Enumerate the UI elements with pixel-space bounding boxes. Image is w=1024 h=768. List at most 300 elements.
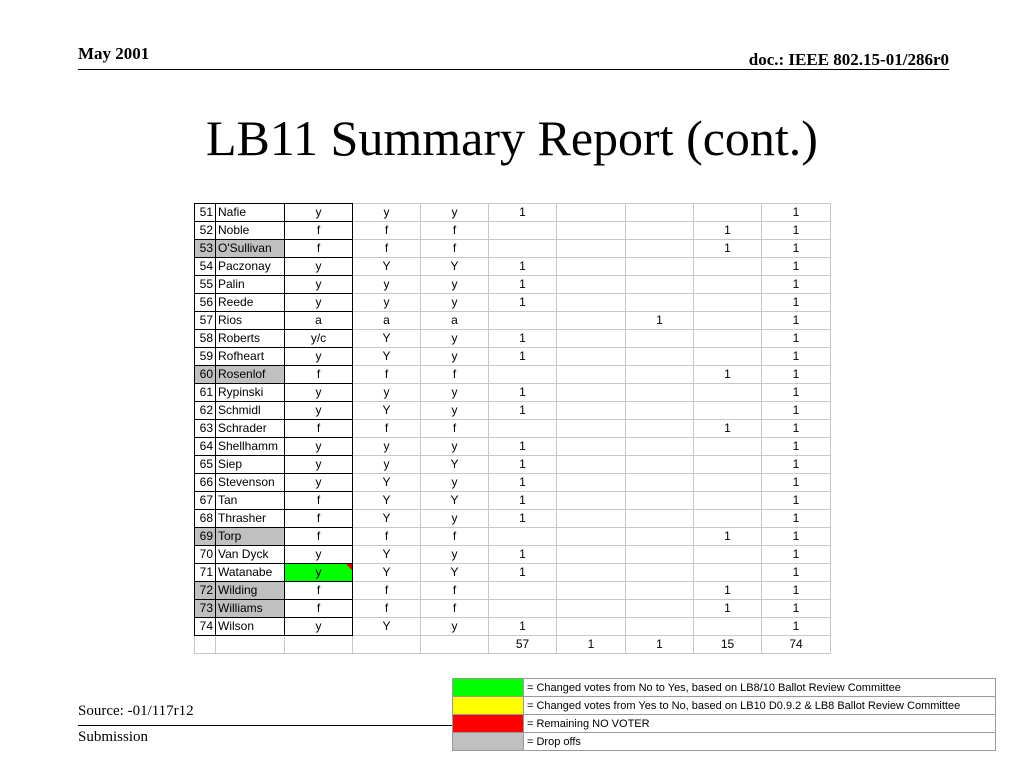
footer-rule (78, 725, 452, 726)
voter-name (216, 546, 285, 564)
vote-cell-text: f (384, 223, 389, 237)
vote-cell-text: f (384, 367, 389, 381)
row-number-text: 66 (199, 475, 213, 489)
count-cell-text: 1 (792, 205, 800, 219)
count-cell (557, 348, 626, 366)
vote-cell (285, 330, 353, 348)
vote-cell-text: Y (382, 565, 391, 579)
count-cell (762, 564, 831, 582)
count-cell (557, 546, 626, 564)
vote-cell-text: Y (382, 331, 391, 345)
count-cell (694, 456, 762, 474)
count-cell (489, 456, 557, 474)
count-cell (489, 366, 557, 384)
count-cell (626, 312, 694, 330)
count-cell (489, 492, 557, 510)
vote-cell-text: y (383, 457, 390, 471)
vote-cell-text: Y (450, 493, 459, 507)
count-cell (557, 510, 626, 528)
count-cell-text: 1 (792, 349, 800, 363)
table-row (195, 312, 831, 330)
count-cell (762, 618, 831, 636)
vote-cell-text: f (316, 367, 321, 381)
count-cell (762, 492, 831, 510)
vote-cell (421, 546, 489, 564)
count-cell (694, 582, 762, 600)
voter-name-text: Paczonay (218, 259, 271, 273)
vote-cell-text: y (451, 511, 458, 525)
count-cell (694, 510, 762, 528)
comment-flag-icon (346, 564, 352, 570)
vote-cell-text: y (315, 349, 322, 363)
voter-name (216, 312, 285, 330)
vote-cell (421, 204, 489, 222)
header-date: May 2001 (78, 44, 150, 63)
count-cell (626, 492, 694, 510)
voter-name-text: Van Dyck (218, 547, 269, 561)
count-cell-text: 1 (724, 583, 731, 597)
total-cell: 57 (489, 636, 557, 654)
vote-cell (285, 600, 353, 618)
row-number (195, 402, 216, 420)
row-number-text: 51 (199, 205, 213, 219)
vote-cell (353, 222, 421, 240)
table-row (195, 204, 831, 222)
vote-cell (285, 240, 353, 258)
vote-cell (421, 366, 489, 384)
vote-cell-text: f (384, 583, 389, 597)
vote-cell-text: f (384, 529, 389, 543)
table-row (195, 582, 831, 600)
count-cell (557, 618, 626, 636)
count-cell (626, 258, 694, 276)
vote-cell (421, 510, 489, 528)
count-cell-text: 1 (519, 547, 526, 561)
table-row (195, 402, 831, 420)
voter-name-text: Shellhamm (218, 439, 279, 453)
count-cell (557, 420, 626, 438)
legend-row (453, 715, 996, 733)
row-number (195, 330, 216, 348)
voter-name (216, 510, 285, 528)
vote-cell-text: Y (382, 349, 391, 363)
voter-name (216, 600, 285, 618)
count-cell (557, 204, 626, 222)
count-cell (694, 348, 762, 366)
legend-swatch (453, 715, 524, 733)
count-cell-text: 1 (519, 205, 526, 219)
vote-cell-text: a (451, 313, 458, 327)
count-cell-text: 1 (792, 259, 800, 273)
vote-cell (421, 474, 489, 492)
count-cell (557, 312, 626, 330)
row-number (195, 546, 216, 564)
row-number-text: 60 (199, 367, 213, 381)
vote-cell (353, 294, 421, 312)
vote-cell-text: y (383, 385, 390, 399)
vote-cell (421, 348, 489, 366)
empty-cell (216, 636, 285, 654)
count-cell-text: 1 (519, 331, 526, 345)
row-number (195, 294, 216, 312)
count-cell (762, 204, 831, 222)
row-number (195, 366, 216, 384)
voter-name (216, 204, 285, 222)
vote-cell-text: y/c (310, 331, 327, 345)
count-cell (489, 528, 557, 546)
vote-cell (353, 366, 421, 384)
vote-cell (353, 204, 421, 222)
row-number-text: 61 (199, 385, 213, 399)
count-cell (694, 258, 762, 276)
vote-cell (285, 222, 353, 240)
voter-name (216, 564, 285, 582)
voter-name (216, 330, 285, 348)
count-cell (489, 222, 557, 240)
table-row (195, 618, 831, 636)
count-cell-text: 1 (519, 475, 526, 489)
voter-name-text: Tan (218, 493, 238, 507)
count-cell (489, 564, 557, 582)
vote-cell-text: f (316, 601, 321, 615)
legend-swatch (453, 697, 524, 715)
table-row (195, 528, 831, 546)
vote-cell-text: y (315, 403, 322, 417)
vote-cell (353, 474, 421, 492)
vote-cell (353, 258, 421, 276)
vote-cell-text: y (451, 205, 458, 219)
count-cell (557, 456, 626, 474)
vote-cell-text: Y (450, 457, 459, 471)
voter-name (216, 438, 285, 456)
count-cell-text: 1 (519, 439, 526, 453)
row-number (195, 492, 216, 510)
table-row (195, 348, 831, 366)
vote-cell-text: y (451, 475, 458, 489)
row-number-text: 54 (199, 259, 213, 273)
count-cell-text: 1 (792, 421, 800, 435)
legend-text: = Drop offs (524, 733, 996, 751)
voter-name (216, 456, 285, 474)
count-cell (762, 276, 831, 294)
voter-name (216, 240, 285, 258)
count-cell (762, 330, 831, 348)
table-row (195, 330, 831, 348)
count-cell (557, 276, 626, 294)
count-cell-text: 1 (519, 565, 526, 579)
vote-cell-text: y (315, 475, 322, 489)
count-cell (762, 312, 831, 330)
count-cell (626, 582, 694, 600)
count-cell (694, 528, 762, 546)
count-cell (489, 618, 557, 636)
voter-name-text: Williams (218, 601, 263, 615)
vote-cell (285, 528, 353, 546)
count-cell (762, 474, 831, 492)
vote-cell-text: y (383, 277, 390, 291)
vote-cell (421, 420, 489, 438)
vote-cell-text: f (316, 223, 321, 237)
vote-cell (421, 276, 489, 294)
row-number-text: 55 (199, 277, 213, 291)
vote-cell-text: f (316, 511, 321, 525)
voter-name (216, 258, 285, 276)
count-cell (489, 240, 557, 258)
count-cell (694, 222, 762, 240)
count-cell (694, 492, 762, 510)
count-cell-text: 1 (519, 349, 526, 363)
voter-name-text: Roberts (218, 331, 261, 345)
count-cell (557, 384, 626, 402)
table-row (195, 294, 831, 312)
table-row (195, 546, 831, 564)
count-cell (762, 546, 831, 564)
count-cell (694, 276, 762, 294)
count-cell (694, 546, 762, 564)
voter-name-text: Watanabe (218, 565, 273, 579)
legend-row (453, 697, 996, 715)
count-cell (557, 366, 626, 384)
vote-cell-text: y (315, 565, 322, 579)
row-number-text: 74 (199, 619, 213, 633)
count-cell (557, 402, 626, 420)
vote-cell-text: Y (382, 619, 391, 633)
count-cell-text: 1 (519, 295, 526, 309)
legend-text: = Changed votes from No to Yes, based on LB8/10 Ballot Review Committee (524, 679, 996, 697)
count-cell (694, 312, 762, 330)
legend-text: = Remaining NO VOTER (524, 715, 996, 733)
count-cell (694, 402, 762, 420)
count-cell-text: 1 (724, 223, 731, 237)
count-cell (489, 474, 557, 492)
vote-cell-text: y (383, 295, 390, 309)
voter-name (216, 402, 285, 420)
row-number-text: 67 (199, 493, 213, 507)
vote-cell-text: f (384, 241, 389, 255)
vote-cell (353, 492, 421, 510)
vote-cell-text: a (383, 313, 390, 327)
vote-cell (285, 312, 353, 330)
row-number-text: 69 (199, 529, 213, 543)
row-number (195, 528, 216, 546)
vote-cell (353, 600, 421, 618)
table-row (195, 258, 831, 276)
voter-name-text: Wilson (218, 619, 255, 633)
vote-cell (353, 546, 421, 564)
vote-cell (353, 618, 421, 636)
vote-cell-text: y (315, 277, 322, 291)
row-number-text: 53 (199, 241, 213, 255)
voter-name (216, 294, 285, 312)
vote-cell (353, 240, 421, 258)
vote-cell (421, 564, 489, 582)
count-cell-text: 1 (792, 493, 800, 507)
count-cell (557, 582, 626, 600)
vote-cell-text: y (315, 259, 322, 273)
count-cell (694, 420, 762, 438)
row-number (195, 582, 216, 600)
count-cell-text: 1 (656, 313, 663, 327)
count-cell (626, 600, 694, 618)
count-cell (626, 618, 694, 636)
row-number (195, 618, 216, 636)
table-row (195, 438, 831, 456)
vote-cell-text: f (452, 223, 457, 237)
vote-cell (421, 600, 489, 618)
row-number (195, 438, 216, 456)
count-cell-text: 1 (519, 619, 526, 633)
vote-cell-text: f (316, 421, 321, 435)
count-cell (626, 294, 694, 312)
voter-name (216, 420, 285, 438)
row-number (195, 204, 216, 222)
legend-row (453, 733, 996, 751)
count-cell-text: 1 (792, 331, 800, 345)
vote-cell-text: f (452, 601, 457, 615)
voter-name (216, 528, 285, 546)
vote-cell-text: y (315, 457, 322, 471)
count-cell (626, 384, 694, 402)
vote-cell-text: Y (450, 565, 459, 579)
ballot-summary-table (194, 203, 831, 654)
count-cell-text: 1 (792, 223, 800, 237)
count-cell (626, 456, 694, 474)
count-cell (557, 474, 626, 492)
count-cell-text: 1 (519, 259, 526, 273)
empty-cell (353, 636, 421, 654)
count-cell (626, 438, 694, 456)
vote-cell-text: f (452, 583, 457, 597)
voter-name-text: Wilding (218, 583, 258, 597)
vote-cell (421, 294, 489, 312)
count-cell-text: 1 (792, 367, 800, 381)
vote-cell-text: y (451, 619, 458, 633)
count-cell-text: 1 (724, 367, 731, 381)
vote-cell (353, 528, 421, 546)
vote-cell (353, 312, 421, 330)
total-cell: 1 (557, 636, 626, 654)
vote-cell-text: y (315, 547, 322, 561)
vote-cell-text: y (315, 205, 322, 219)
count-cell (489, 276, 557, 294)
count-cell (694, 600, 762, 618)
count-cell-text: 1 (792, 529, 800, 543)
count-cell-text: 1 (792, 385, 800, 399)
vote-cell (285, 546, 353, 564)
voter-name-text: Rosenlof (218, 367, 266, 381)
table-row (195, 222, 831, 240)
row-number-text: 59 (199, 349, 213, 363)
count-cell (762, 438, 831, 456)
voter-name-text: Reede (218, 295, 254, 309)
count-cell (557, 438, 626, 456)
count-cell-text: 1 (519, 403, 526, 417)
voter-name (216, 384, 285, 402)
count-cell (489, 510, 557, 528)
voter-name-text: Schmidl (218, 403, 261, 417)
vote-cell-text: y (315, 295, 322, 309)
table-row (195, 456, 831, 474)
count-cell (762, 366, 831, 384)
row-number-text: 58 (199, 331, 213, 345)
count-cell (626, 528, 694, 546)
row-number-text: 57 (199, 313, 213, 327)
count-cell (489, 312, 557, 330)
vote-cell (421, 312, 489, 330)
vote-cell (285, 384, 353, 402)
vote-cell-text: f (452, 529, 457, 543)
row-number (195, 222, 216, 240)
vote-cell (285, 618, 353, 636)
vote-cell-text: f (452, 421, 457, 435)
vote-cell-text: f (384, 421, 389, 435)
count-cell (626, 546, 694, 564)
vote-cell-text: f (452, 241, 457, 255)
legend-swatch (453, 679, 524, 697)
voter-name-text: Noble (218, 223, 250, 237)
count-cell (762, 258, 831, 276)
vote-cell (285, 276, 353, 294)
count-cell (489, 294, 557, 312)
count-cell-text: 1 (792, 547, 800, 561)
row-number (195, 240, 216, 258)
voter-name (216, 222, 285, 240)
voter-name (216, 366, 285, 384)
vote-cell-text: Y (382, 547, 391, 561)
voter-name-text: Torp (218, 529, 242, 543)
vote-cell-text: y (451, 331, 458, 345)
row-number (195, 348, 216, 366)
vote-cell-text: y (451, 349, 458, 363)
vote-cell (421, 384, 489, 402)
vote-cell-text: f (452, 367, 457, 381)
row-number (195, 420, 216, 438)
row-number (195, 456, 216, 474)
count-cell (626, 510, 694, 528)
vote-cell-text: y (315, 439, 322, 453)
count-cell (694, 330, 762, 348)
vote-cell (285, 258, 353, 276)
voter-name-text: Thrasher (218, 511, 267, 525)
table-row (195, 492, 831, 510)
count-cell (694, 366, 762, 384)
vote-cell (285, 402, 353, 420)
row-number-text: 64 (199, 439, 213, 453)
row-number-text: 63 (199, 421, 213, 435)
vote-cell-text: y (451, 295, 458, 309)
empty-cell (195, 636, 216, 654)
count-cell-text: 1 (724, 601, 731, 615)
vote-cell (353, 276, 421, 294)
vote-cell (421, 438, 489, 456)
count-cell (762, 222, 831, 240)
table-row (195, 564, 831, 582)
slide-title: LB11 Summary Report (cont.) (206, 110, 818, 166)
row-number (195, 384, 216, 402)
vote-cell (353, 564, 421, 582)
legend-swatch (453, 733, 524, 751)
count-cell-text: 1 (792, 313, 800, 327)
count-cell (762, 420, 831, 438)
count-cell (489, 384, 557, 402)
count-cell (626, 330, 694, 348)
count-cell-text: 1 (519, 511, 526, 525)
voter-name (216, 474, 285, 492)
count-cell (626, 474, 694, 492)
table-row (195, 510, 831, 528)
vote-cell-text: y (451, 277, 458, 291)
count-cell-text: 1 (724, 529, 731, 543)
